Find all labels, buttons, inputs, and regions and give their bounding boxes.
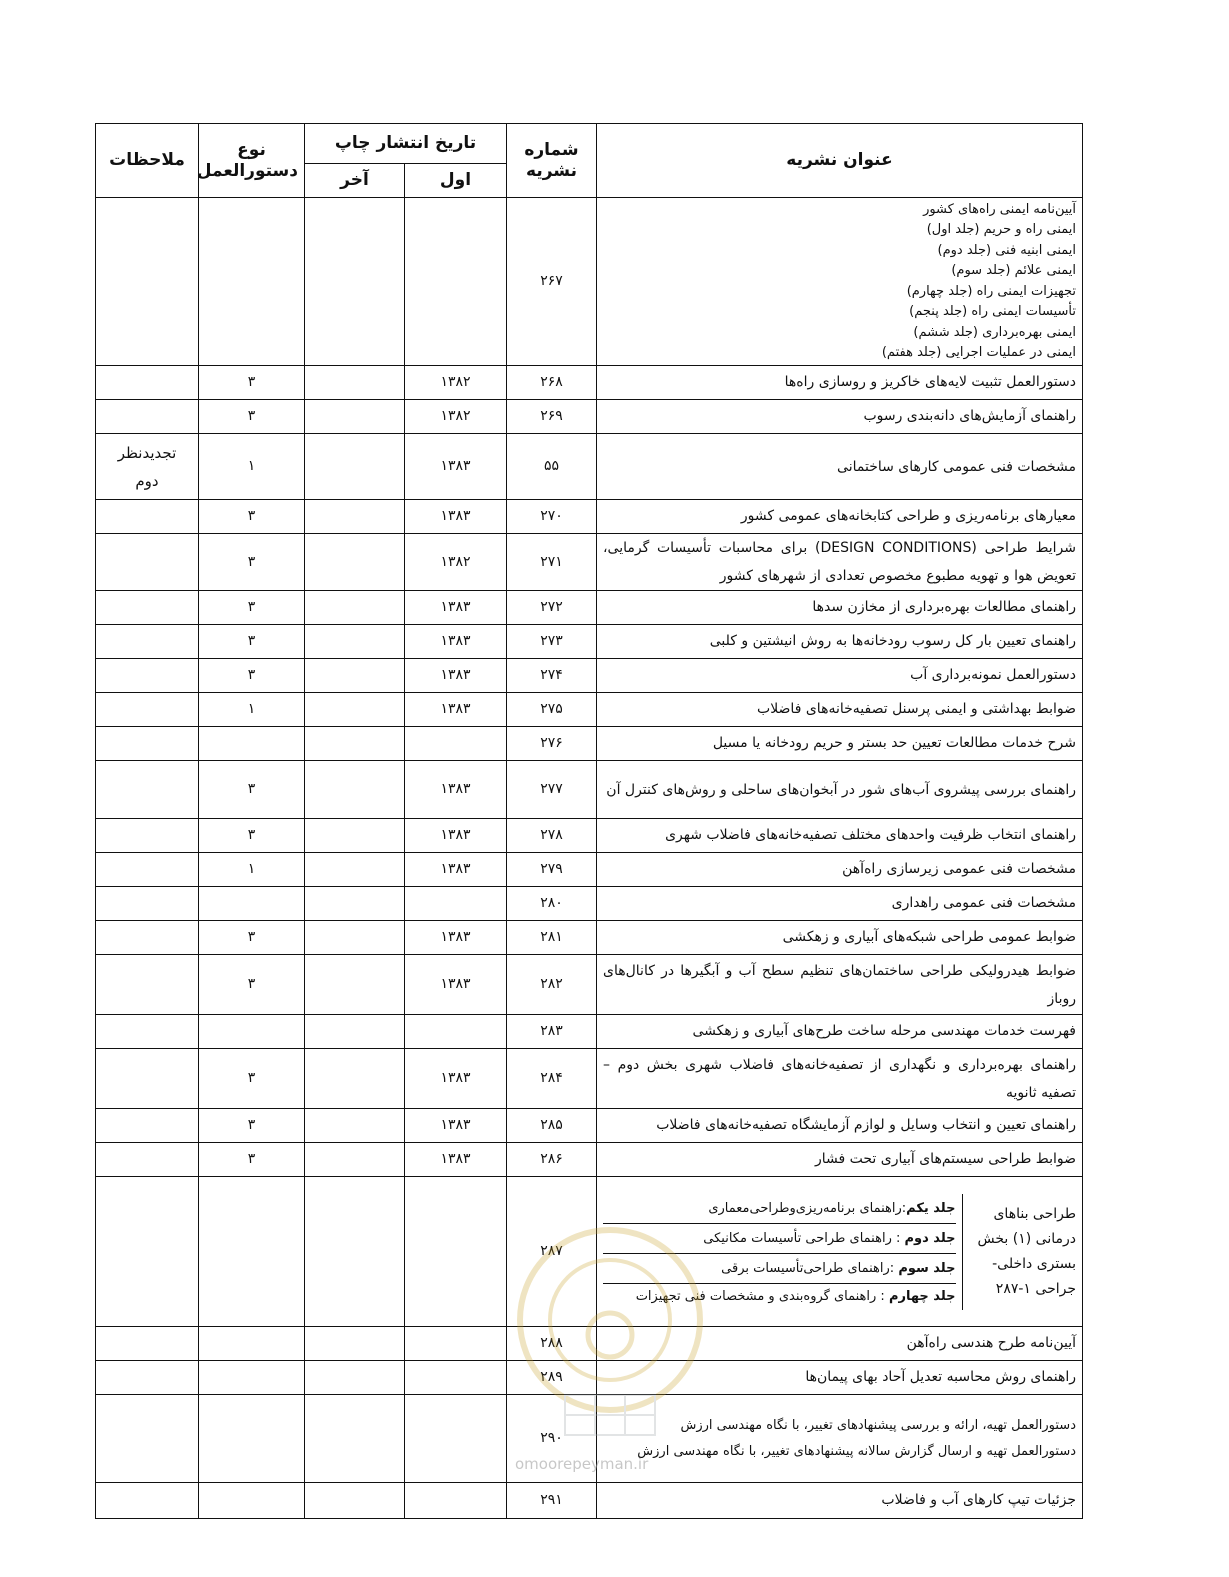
title-line: ایمنی ابنیه فنی (جلد دوم) [937,242,1076,258]
publication-title: راهنمای روش محاسبه تعدیل آحاد بهای پیمان‌ها [597,1361,1083,1395]
first-print-date: ۱۳۸۳ [405,955,507,1015]
table-row [96,591,1083,625]
last-print-date [305,434,405,500]
publication-number: ۲۸۱ [507,921,597,955]
first-print-date: ۱۳۸۲ [405,400,507,434]
number-header-line2: نشریه [526,160,577,181]
publication-number: ۲۷۸ [507,819,597,853]
first-print-date: ۱۳۸۳ [405,1109,507,1143]
first-print-date [405,1177,507,1327]
volume-3 [603,1254,956,1284]
publication-number: ۲۷۶ [507,727,597,761]
last-print-date [305,591,405,625]
publication-title: شرح خدمات مطالعات تعیین حد بستر و حریم رودخانه یا مسیل [597,727,1083,761]
volume-1 [603,1194,956,1224]
volume-text: : راهنمای گروه‌بندی و مشخصات فنی تجهیزات [635,1288,889,1304]
first-print-date: ۱۳۸۳ [405,853,507,887]
notes [96,1015,199,1049]
publication-title: جزئیات تیپ کارهای آب و فاضلاب [597,1483,1083,1519]
first-print-date [405,887,507,921]
table-row [96,819,1083,853]
first-print-date [405,1361,507,1395]
publication-title: مشخصات فنی عمومی زیرسازی راه‌آهن [597,853,1083,887]
title-line: ایمنی راه و حریم (جلد اول) [926,222,1076,237]
notes [96,727,199,761]
publication-title: ضوابط هیدرولیکی طراحی ساختمان‌های تنظیم سطح آب و آبگیرها در کانال‌های روباز [597,955,1083,1015]
instruction-type: ۳ [199,1109,305,1143]
publication-title: راهنمای بهره‌برداری و نگهداری از تصفیه‌خانه‌های فاضلاب شهری بخش دوم – تصفیه ثانویه [597,1049,1083,1109]
publication-title: ضوابط بهداشتی و ایمنی پرسنل تصفیه‌خانه‌های فاضلاب [597,693,1083,727]
notes [96,1049,199,1109]
last-print-date [305,366,405,400]
publication-title: راهنمای تعیین بار کل رسوب رودخانه‌ها به روش انیشتین و کلبی [597,625,1083,659]
last-print-date [305,534,405,591]
notes [96,887,199,921]
publication-number: ۲۷۳ [507,625,597,659]
publication-number: ۲۸۵ [507,1109,597,1143]
instruction-type: ۳ [199,591,305,625]
instruction-type [199,1395,305,1483]
volume-label: جلد سوم [898,1260,956,1276]
first-print-date [405,727,507,761]
instruction-type: ۳ [199,761,305,819]
date-header: تاریخ انتشار چاپ [305,124,507,164]
publication-number: ۲۸۴ [507,1049,597,1109]
notes [96,819,199,853]
instruction-type: ۳ [199,955,305,1015]
first-print-date: ۱۳۸۳ [405,659,507,693]
publication-title: مشخصات فنی عمومی کارهای ساختمانی [597,434,1083,500]
publication-number: ۲۸۳ [507,1015,597,1049]
publications-table [95,123,1083,1519]
publication-title: راهنمای بررسی پیشروی آب‌های شور در آبخوان‌های ساحلی و روش‌های کنترل آن [597,761,1083,819]
publication-number: ۲۸۹ [507,1361,597,1395]
last-print-header: آخر [305,164,405,198]
last-print-date [305,400,405,434]
notes [96,1395,199,1483]
publication-number: ۲۶۷ [507,198,597,366]
header-row [96,124,1083,164]
last-print-date [305,921,405,955]
notes [96,625,199,659]
table-row [96,921,1083,955]
volume-text: :راهنمای طراحی‌تأسیسات برقی [721,1260,899,1276]
instruction-type: ۱ [199,693,305,727]
table-row [96,1361,1083,1395]
first-print-date [405,1483,507,1519]
volume-label: جلد چهارم [888,1288,956,1304]
instruction-type [199,1327,305,1361]
table-row [96,625,1083,659]
instruction-type: ۱ [199,853,305,887]
table-row [96,693,1083,727]
publication-title: راهنمای آزمایش‌های دانه‌بندی رسوب [597,400,1083,434]
last-print-date [305,659,405,693]
publication-number: ۲۸۶ [507,1143,597,1177]
notes [96,921,199,955]
notes [96,1361,199,1395]
notes [96,1143,199,1177]
publication-title [597,1177,1083,1327]
publication-number: ۲۸۷ [507,1177,597,1327]
publication-number: ۲۸۸ [507,1327,597,1361]
notes [96,853,199,887]
publication-number: ۲۸۰ [507,887,597,921]
publication-number: ۲۶۹ [507,400,597,434]
last-print-date [305,887,405,921]
instruction-type: ۳ [199,500,305,534]
number-header [507,124,597,198]
volumes-table [597,1194,1082,1310]
table-row [96,1015,1083,1049]
type-header [196,124,305,198]
notes [96,591,199,625]
last-print-date [305,853,405,887]
table-row [96,1483,1083,1519]
volumes-list [597,1194,962,1310]
publication-title: راهنمای مطالعات بهره‌برداری از مخازن سدها [597,591,1083,625]
publication-number: ۲۸۲ [507,955,597,1015]
first-print-date: ۱۳۸۳ [405,434,507,500]
instruction-type: ۳ [199,659,305,693]
publication-number: ۲۹۱ [507,1483,597,1519]
first-print-header: اول [405,164,507,198]
publication-title [597,1395,1083,1483]
table-row [96,1109,1083,1143]
table-row [96,659,1083,693]
last-print-date [305,819,405,853]
table-row [96,1049,1083,1109]
last-print-date [305,625,405,659]
table-row [96,761,1083,819]
title-line: تجهیزات ایمنی راه (جلد چهارم) [906,283,1076,299]
last-print-date [305,1483,405,1519]
last-print-date [305,198,405,366]
table-row [96,955,1083,1015]
last-print-date [305,761,405,819]
table-row [96,1327,1083,1361]
title-line: تأسیسات ایمنی راه (جلد پنجم) [909,304,1076,319]
volume-4 [603,1284,956,1310]
publication-title: معیارهای برنامه‌ریزی و طراحی کتابخانه‌های عمومی کشور [597,500,1083,534]
last-print-date [305,1361,405,1395]
volume-label: جلد دوم [904,1230,956,1246]
publication-title: راهنمای تعیین و انتخاب وسایل و لوازم آزمایشگاه تصفیه‌خانه‌های فاضلاب [597,1109,1083,1143]
table-row [96,853,1083,887]
type-header-line1: نوع [237,139,266,160]
notes [96,1177,199,1327]
first-print-date: ۱۳۸۲ [405,534,507,591]
publication-title: ضوابط طراحی سیستم‌های آبیاری تحت فشار [597,1143,1083,1177]
title-header: عنوان نشریه [597,124,1083,198]
instruction-type [199,887,305,921]
publication-title: شرایط طراحی (DESIGN CONDITIONS) برای محاسبات تأسیسات گرمایی، تعویض هوا و تهویه مطبوع مخصوص تعدادی از شهرهای کشور [597,534,1083,591]
instruction-type [199,727,305,761]
publication-number: ۲۷۷ [507,761,597,819]
first-print-date: ۱۳۸۳ [405,591,507,625]
notes [96,761,199,819]
publication-number: ۲۷۰ [507,500,597,534]
first-print-date [405,198,507,366]
type-header-line2: دستورالعمل [196,160,298,181]
table-row [96,727,1083,761]
publication-title: فهرست خدمات مهندسی مرحله ساخت طرح‌های آبیاری و زهکشی [597,1015,1083,1049]
watermark-text: omoorepeyman.ir [515,1455,649,1473]
publication-title: آیین‌نامه طرح هندسی راه‌آهن [597,1327,1083,1361]
first-print-date: ۱۳۸۳ [405,921,507,955]
table-row [96,1143,1083,1177]
first-print-date [405,1395,507,1483]
notes [96,400,199,434]
title-line: ایمنی در عملیات اجرایی (جلد هفتم) [881,345,1076,360]
last-print-date [305,1049,405,1109]
instruction-type [199,1483,305,1519]
instruction-type: ۳ [199,1143,305,1177]
notes [96,198,199,366]
notes-header: ملاحظات [96,124,199,198]
last-print-date [305,693,405,727]
title-line: ایمنی علائم (جلد سوم) [951,263,1076,278]
instruction-type [199,1361,305,1395]
volume-text: : راهنمای طراحی تأسیسات مکانیکی [703,1230,905,1246]
table-row [96,534,1083,591]
last-print-date [305,727,405,761]
publication-number: ۲۷۵ [507,693,597,727]
notes [96,366,199,400]
table-row [96,887,1083,921]
last-print-date [305,1143,405,1177]
title-line: دستورالعمل تهیه و ارسال گزارش سالانه پیشنهادهای تغییر، با نگاه مهندسی ارزش [637,1443,1076,1459]
notes [96,1109,199,1143]
instruction-type [199,198,305,366]
last-print-date [305,500,405,534]
table-row [96,400,1083,434]
table-row [96,366,1083,400]
instruction-type: ۳ [199,366,305,400]
first-print-date [405,1015,507,1049]
volume-label: جلد یکم [906,1200,956,1216]
first-print-date: ۱۳۸۳ [405,625,507,659]
publication-number: ۲۷۱ [507,534,597,591]
publication-number: ۲۷۹ [507,853,597,887]
last-print-date [305,1327,405,1361]
volume-text: :راهنمای برنامه‌ریزی‌وطراحی‌معماری [708,1200,907,1216]
notes [96,693,199,727]
first-print-date: ۱۳۸۳ [405,819,507,853]
notes: تجدیدنظر دوم [96,434,199,500]
publication-number: ۵۵ [507,434,597,500]
instruction-type: ۳ [199,534,305,591]
instruction-type [199,1177,305,1327]
publication-title: دستورالعمل تثبیت لایه‌های خاکریز و روسازی راه‌ها [597,366,1083,400]
last-print-date [305,1395,405,1483]
first-print-date: ۱۳۸۳ [405,693,507,727]
title-line: آیین‌نامه ایمنی راه‌های کشور [923,201,1076,217]
notes [96,659,199,693]
first-print-date [405,1327,507,1361]
publication-title: دستورالعمل نمونه‌برداری آب [597,659,1083,693]
hospital-design-title: طراحی بناهای درمانی (۱) بخش بستری داخلی- جراحی ۱-۲۸۷ [962,1194,1082,1310]
table-row [96,500,1083,534]
title-line: دستورالعمل تهیه، ارائه و بررسی پیشنهادهای تغییر، با نگاه مهندسی ارزش [680,1417,1076,1433]
table-row [96,434,1083,500]
instruction-type: ۳ [199,1049,305,1109]
table-row [96,198,1083,366]
notes [96,500,199,534]
first-print-date: ۱۳۸۳ [405,761,507,819]
title-line: ایمنی بهره‌برداری (جلد ششم) [913,324,1076,340]
first-print-date: ۱۳۸۳ [405,1143,507,1177]
number-header-line1: شماره [524,139,579,160]
publication-number: ۲۹۰ [507,1395,597,1483]
notes [96,534,199,591]
publication-title: مشخصات فنی عمومی راهداری [597,887,1083,921]
notes [96,1327,199,1361]
publication-title [597,198,1083,366]
last-print-date [305,1015,405,1049]
volume-2 [603,1224,956,1254]
publication-title: ضوابط عمومی طراحی شبکه‌های آبیاری و زهکشی [597,921,1083,955]
table-row [96,1177,1083,1327]
instruction-type: ۳ [199,400,305,434]
first-print-date: ۱۳۸۳ [405,1049,507,1109]
first-print-date: ۱۳۸۳ [405,500,507,534]
notes [96,955,199,1015]
publication-title: راهنمای انتخاب ظرفیت واحدهای مختلف تصفیه‌خانه‌های فاضلاب شهری [597,819,1083,853]
publication-number: ۲۷۴ [507,659,597,693]
publication-number: ۲۶۸ [507,366,597,400]
instruction-type: ۱ [199,434,305,500]
instruction-type [199,1015,305,1049]
instruction-type: ۳ [199,819,305,853]
last-print-date [305,955,405,1015]
notes [96,1483,199,1519]
last-print-date [305,1177,405,1327]
instruction-type: ۳ [199,921,305,955]
first-print-date: ۱۳۸۲ [405,366,507,400]
publication-number: ۲۷۲ [507,591,597,625]
last-print-date [305,1109,405,1143]
instruction-type: ۳ [199,625,305,659]
